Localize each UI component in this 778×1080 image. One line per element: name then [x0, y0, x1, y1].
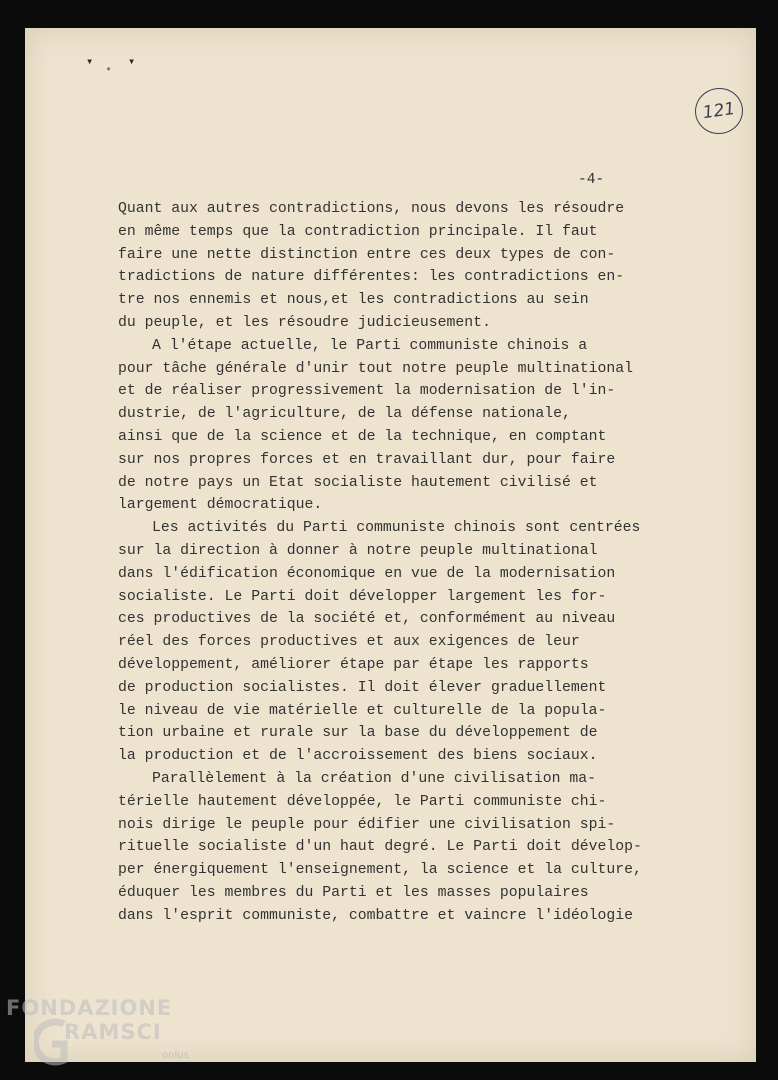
typewritten-text	[118, 198, 642, 928]
text-line: tradictions de nature différentes: les contradictions en-	[118, 269, 625, 286]
ink-speck: ▾	[128, 55, 136, 69]
text-line: pour tâche générale d'unir tout notre peuple multinational	[118, 360, 634, 377]
text-line: de notre pays un Etat socialiste hautement civilisé et	[118, 474, 598, 491]
watermark-line-3: onlus	[162, 1050, 189, 1061]
text-line: térielle hautement développée, le Parti communiste chi-	[118, 793, 607, 810]
text-line: sur la direction à donner à notre peuple multinational	[118, 542, 598, 559]
watermark-line-2: RAMSCI	[64, 1020, 162, 1044]
ink-speck: •	[105, 63, 113, 77]
text-line: ces productives de la société et, conformément au niveau	[118, 611, 616, 628]
text-line: Quant aux autres contradictions, nous devons les résoudre	[118, 201, 625, 217]
handwritten-page-annotation	[692, 85, 746, 137]
fondazione-gramsci-watermark	[6, 996, 206, 1076]
text-line: nois dirige le peuple pour édifier une civilisation spi-	[118, 816, 616, 833]
watermark-line-1: FONDAZIONE	[6, 996, 173, 1020]
page-annotation-number: 121	[701, 98, 737, 124]
ink-speck: ▾	[86, 55, 94, 69]
text-line: Parallèlement à la création d'une civilisation ma-	[152, 770, 596, 787]
text-line: le niveau de vie matérielle et culturelle de la popula-	[118, 702, 607, 719]
text-line: du peuple, et les résoudre judicieusement.	[118, 314, 491, 331]
text-line: faire une nette distinction entre ces deux types de con-	[118, 246, 616, 263]
text-line: développement, améliorer étape par étape les rapports	[118, 656, 589, 673]
text-line: la production et de l'accroissement des biens sociaux.	[118, 748, 598, 765]
text-line: ainsi que de la science et de la technique, en comptant	[118, 428, 607, 445]
text-line: éduquer les membres du Parti et les masses populaires	[118, 884, 589, 901]
text-line: de production socialistes. Il doit élever graduellement	[118, 679, 607, 696]
text-line: réel des forces productives et aux exigences de leur	[118, 634, 580, 651]
text-line: et de réaliser progressivement la modernisation de l'in-	[118, 383, 616, 400]
text-line: dans l'esprit communiste, combattre et vaincre l'idéologie	[118, 907, 634, 924]
text-line: dustrie, de l'agriculture, de la défense nationale,	[118, 406, 571, 423]
text-line: tre nos ennemis et nous,et les contradictions au sein	[118, 292, 589, 309]
page-number: -4-	[578, 172, 605, 188]
text-line: socialiste. Le Parti doit développer largement les for-	[118, 588, 607, 605]
text-line: A l'étape actuelle, le Parti communiste chinois a	[152, 337, 588, 354]
text-line: en même temps que la contradiction principale. Il faut	[118, 223, 598, 240]
text-line: rituelle socialiste d'un haut degré. Le Parti doit dévelop-	[118, 839, 642, 856]
text-line: dans l'édification économique en vue de la modernisation	[118, 565, 616, 582]
text-line: sur nos propres forces et en travaillant dur, pour faire	[118, 451, 616, 468]
text-line: tion urbaine et rurale sur la base du développement de	[118, 725, 598, 742]
text-line: per énergiquement l'enseignement, la science et la culture,	[118, 862, 642, 879]
text-line: largement démocratique.	[118, 497, 323, 514]
text-line: Les activités du Parti communiste chinois sont centrées	[152, 520, 641, 537]
